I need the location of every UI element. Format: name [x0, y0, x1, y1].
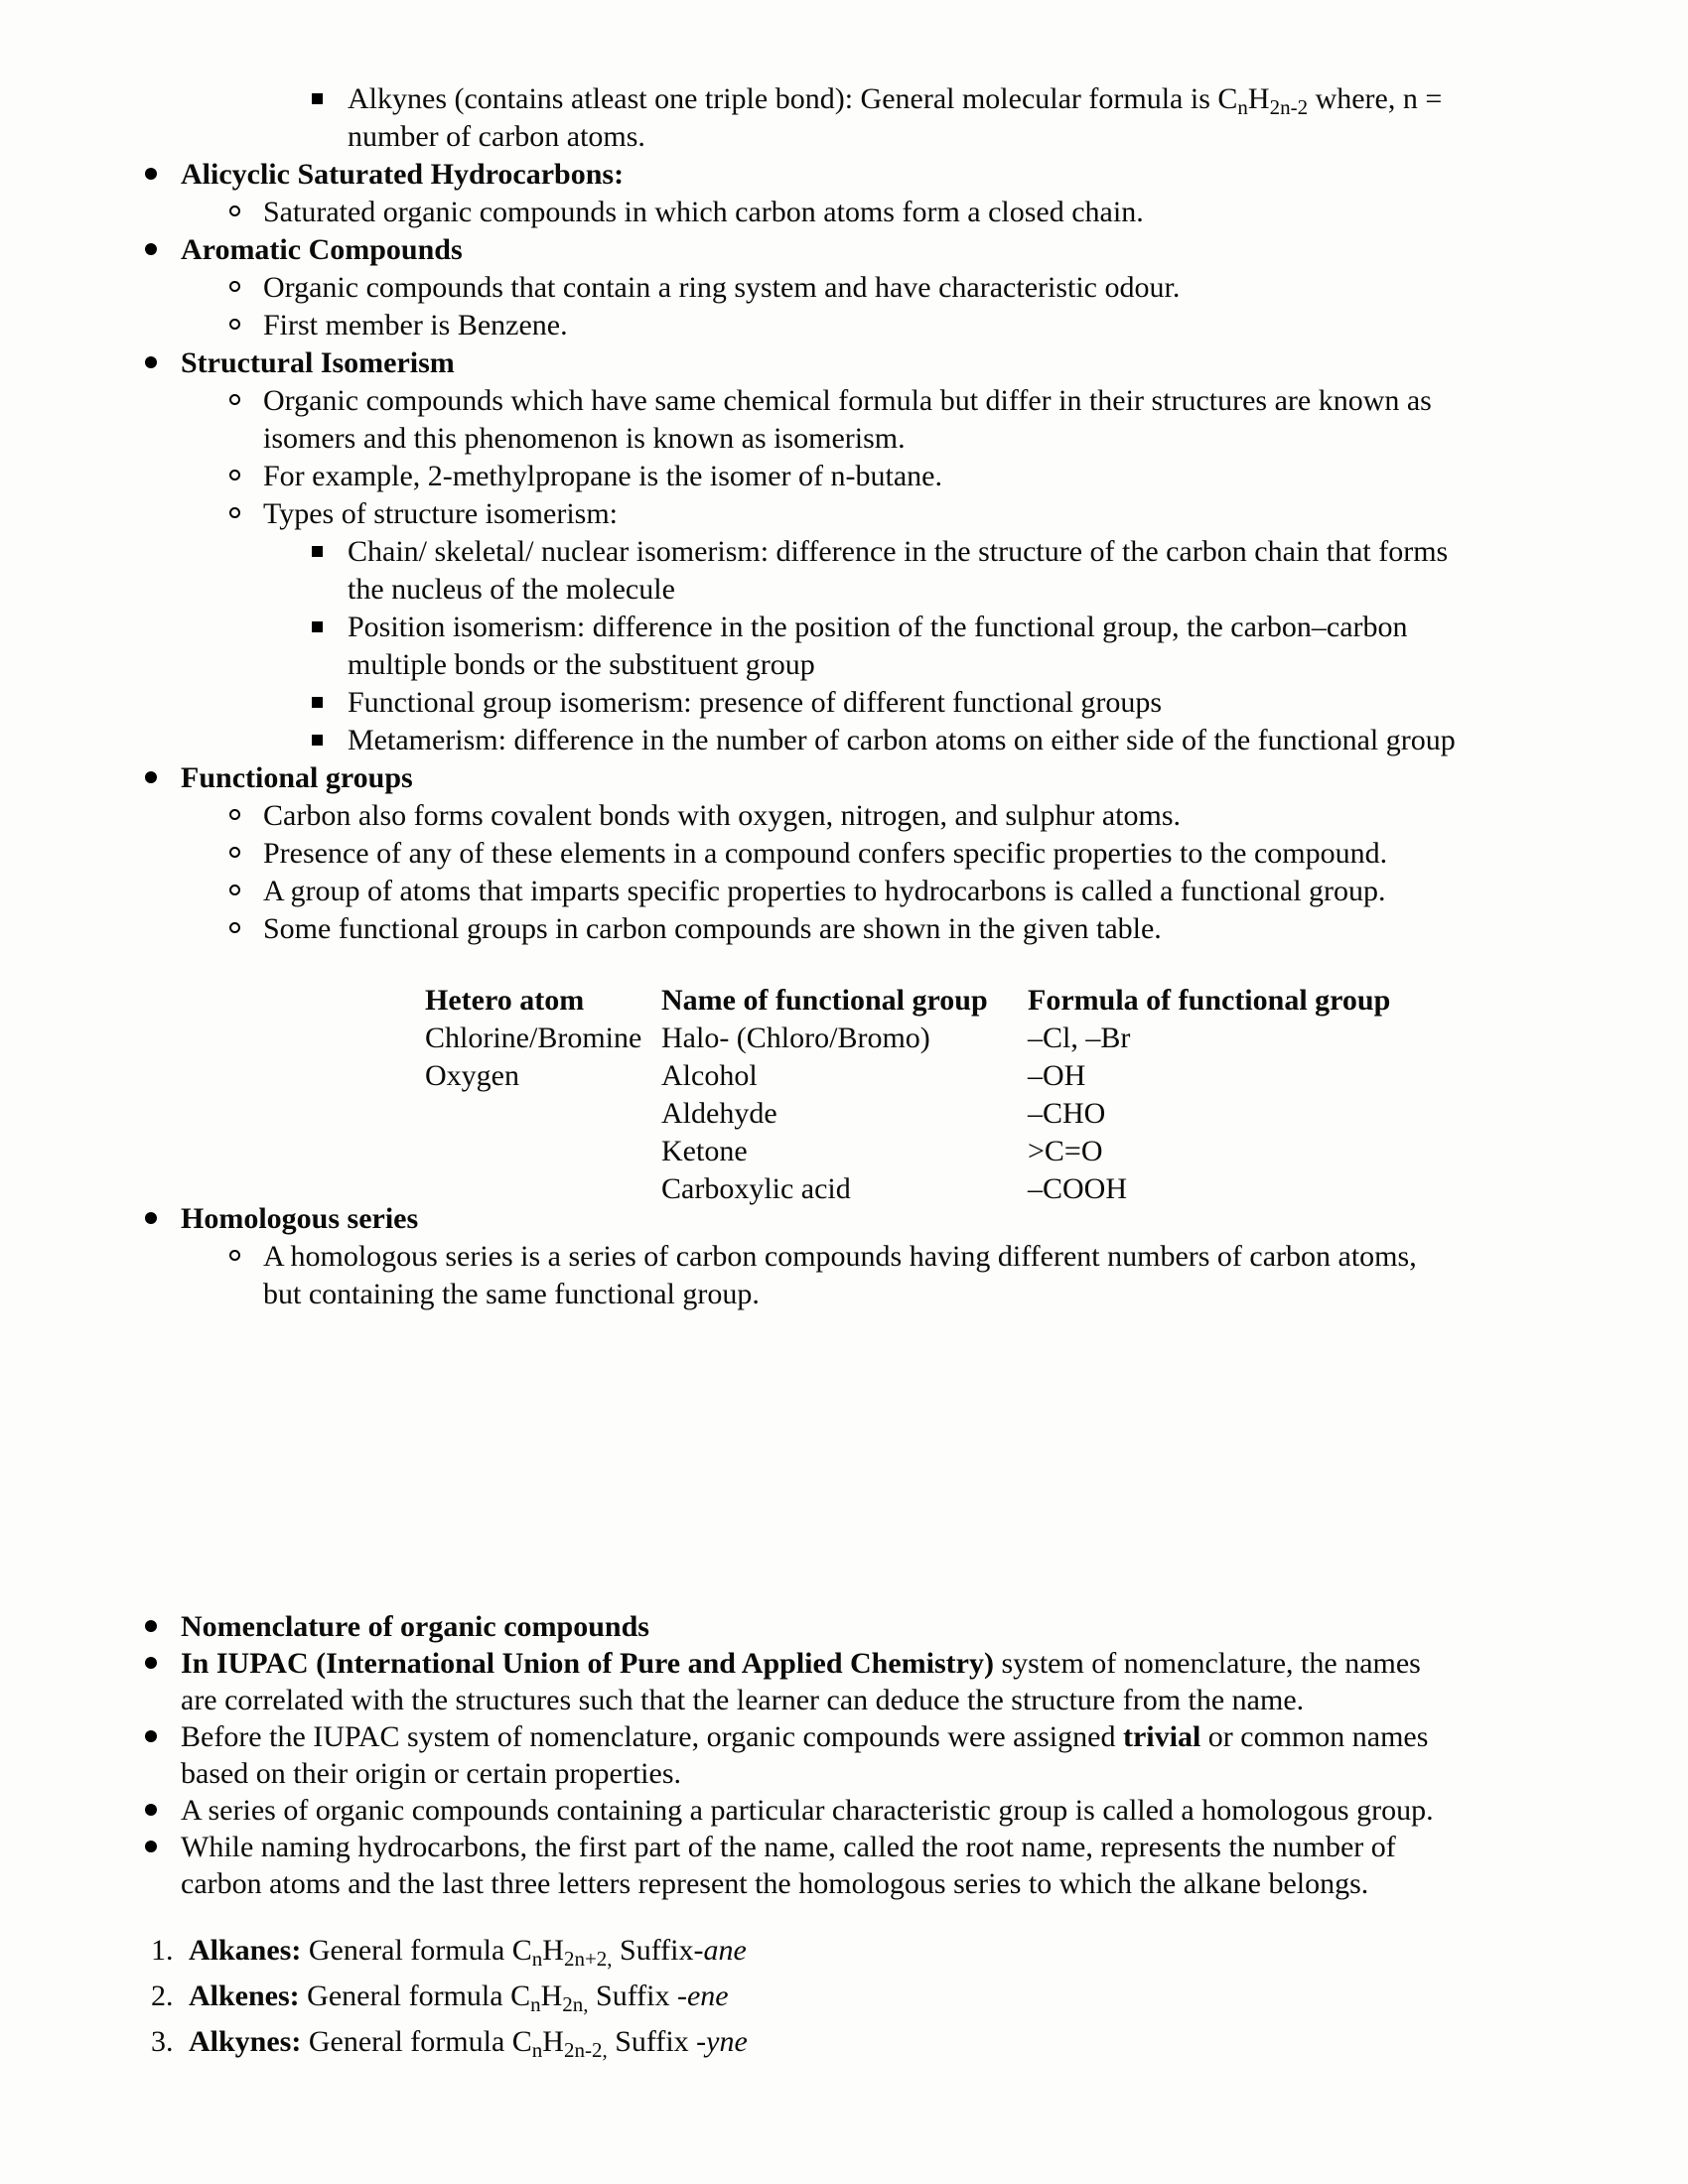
heading-nomenclature: Nomenclature of organic compounds	[0, 1608, 1688, 1645]
list-item: Presence of any of these elements in a compound confers specific properties to the compound.	[0, 835, 1688, 873]
section-hydrocarbons	[0, 80, 1688, 948]
col-header-hetero-atom: Hetero atom	[425, 984, 585, 1017]
list-item: Organic compounds that contain a ring system and have characteristic odour.	[0, 269, 1688, 307]
circle-bullet-icon	[229, 319, 240, 330]
cell-group-formula: –Cl, –Br	[1028, 1022, 1131, 1054]
numbered-item-alkenes: 2. Alkenes: General formula $C_nH_{2n,}$ Suffix -ene	[151, 1979, 729, 2016]
list-item-continuation: isomers and this phenomenon is known as isomerism.	[263, 422, 906, 455]
list-item: Chain/ skeletal/ nuclear isomerism: difference in the structure of the carbon chain that forms	[0, 533, 1688, 571]
list-item: Position isomerism: difference in the position of the functional group, the carbon–carbon	[0, 609, 1688, 646]
table-header-row	[425, 982, 1435, 1020]
square-bullet-icon	[312, 93, 323, 104]
circle-bullet-icon	[229, 470, 240, 480]
circle-bullet-icon	[229, 205, 240, 216]
item-number: 1.	[151, 1934, 174, 1967]
square-bullet-icon	[312, 735, 323, 746]
disc-bullet-icon	[145, 356, 157, 368]
cell-group-name: Alcohol	[661, 1059, 758, 1092]
col-header-functional-group-name: Name of functional group	[661, 984, 988, 1017]
list-item-continuation: number of carbon atoms.	[348, 120, 645, 153]
list-item: Some functional groups in carbon compounds are shown in the given table.	[0, 910, 1688, 948]
disc-bullet-icon	[145, 771, 157, 783]
heading-functional-groups: Functional groups	[0, 759, 1688, 797]
cell-group-name: Halo- (Chloro/Bromo)	[661, 1022, 930, 1054]
list-item-continuation: are correlated with the structures such that the learner can deduce the structure from the name.	[181, 1684, 1305, 1716]
formula-subscript: 2n-2	[1269, 95, 1309, 119]
list-item-continuation: the nucleus of the molecule	[348, 573, 675, 606]
circle-bullet-icon	[229, 394, 240, 405]
circle-bullet-icon	[229, 922, 240, 933]
list-item-trivial-names: Before the IUPAC system of nomenclature, organic compounds were assigned trivial or common names	[0, 1718, 1688, 1755]
square-bullet-icon	[312, 546, 323, 557]
numbered-item-alkanes: 1. Alkanes: General formula $C_nH_{2n+2,}$ Suffix-ane	[151, 1934, 747, 1971]
formula-subscript: 2n-2,	[563, 2038, 608, 2062]
list-item-naming: While naming hydrocarbons, the first part of the name, called the root name, represents the number of	[0, 1829, 1688, 1865]
disc-bullet-icon	[145, 1620, 157, 1632]
list-item: Metamerism: difference in the number of carbon atoms on either side of the functional group	[0, 722, 1688, 759]
circle-bullet-icon	[229, 281, 240, 292]
suffix-italic: ene	[686, 1979, 729, 2012]
list-item-iupac: In IUPAC (International Union of Pure and Applied Chemistry) system of nomenclature, the names	[0, 1645, 1688, 1682]
cell-group-formula: –CHO	[1028, 1097, 1106, 1130]
circle-bullet-icon	[229, 1250, 240, 1261]
square-bullet-icon	[312, 697, 323, 708]
list-item: Saturated organic compounds in which carbon atoms form a closed chain.	[0, 194, 1688, 231]
item-number: 2.	[151, 1979, 174, 2012]
cell-group-formula: >C=O	[1028, 1135, 1103, 1167]
circle-bullet-icon	[229, 809, 240, 820]
circle-bullet-icon	[229, 885, 240, 895]
cell-group-formula: –COOH	[1028, 1172, 1128, 1205]
functional-groups-table	[425, 982, 1435, 1208]
formula-subscript: n	[530, 1992, 541, 2016]
disc-bullet-icon	[145, 1730, 157, 1742]
heading-structural-isomerism: Structural Isomerism	[0, 344, 1688, 382]
square-bullet-icon	[312, 621, 323, 632]
section-suffix-list	[0, 1932, 1688, 2069]
cell-group-name: Carboxylic acid	[661, 1172, 851, 1205]
formula-subscript: n	[531, 1947, 543, 1971]
formula-subscript: n	[1237, 95, 1248, 119]
circle-bullet-icon	[229, 507, 240, 518]
list-item: Organic compounds which have same chemical formula but differ in their structures are known as	[0, 382, 1688, 420]
suffix-italic: ane	[703, 1934, 747, 1967]
item-number: 3.	[151, 2025, 174, 2058]
list-item-alkynes	[0, 80, 1688, 118]
disc-bullet-icon	[145, 1657, 157, 1669]
cell-group-formula: –OH	[1028, 1059, 1086, 1092]
molecular-formula-line: Alkynes (contains atleast one triple bond): General molecular formula is $C_nH_{2n-2}$ where, n =	[348, 82, 1443, 119]
table-row	[425, 1057, 1435, 1095]
cell-hetero-atom-oxygen: Oxygen	[425, 1059, 519, 1092]
list-item-continuation: carbon atoms and the last three letters represent the homologous series to which the alkane belongs.	[181, 1867, 1369, 1900]
disc-bullet-icon	[145, 168, 157, 180]
cell-group-name: Aldehyde	[661, 1097, 777, 1130]
section-homologous-series	[0, 1200, 1688, 1313]
suffix-italic: yne	[706, 2025, 748, 2058]
col-header-functional-group-formula: Formula of functional group	[1028, 984, 1391, 1017]
numbered-item-alkynes: 3. Alkynes: General formula $C_nH_{2n-2,}$ Suffix -yne	[151, 2025, 748, 2062]
table-row	[425, 1020, 1435, 1057]
list-item: For example, 2-methylpropane is the isomer of n-butane.	[0, 458, 1688, 495]
disc-bullet-icon	[145, 1212, 157, 1224]
heading-homologous-series: Homologous series	[0, 1200, 1688, 1238]
cell-group-name: Ketone	[661, 1135, 748, 1167]
formula-subscript: 2n,	[562, 1992, 589, 2016]
formula-subscript: 2n+2,	[563, 1947, 613, 1971]
disc-bullet-icon	[145, 1841, 157, 1852]
disc-bullet-icon	[145, 243, 157, 255]
list-item-homologous-group: A series of organic compounds containing a particular characteristic group is called a homologous group.	[0, 1792, 1688, 1829]
list-item: Carbon also forms covalent bonds with oxygen, nitrogen, and sulphur atoms.	[0, 797, 1688, 835]
disc-bullet-icon	[145, 1804, 157, 1816]
list-item-continuation: but containing the same functional group.	[263, 1278, 760, 1310]
list-item: Types of structure isomerism:	[0, 495, 1688, 533]
list-item: A homologous series is a series of carbon compounds having different numbers of carbon atoms,	[0, 1238, 1688, 1276]
section-nomenclature	[0, 1608, 1688, 1902]
list-item: A group of atoms that imparts specific properties to hydrocarbons is called a functional group.	[0, 873, 1688, 910]
list-item-continuation: multiple bonds or the substituent group	[348, 648, 815, 681]
list-item: First member is Benzene.	[0, 307, 1688, 344]
list-item: Functional group isomerism: presence of different functional groups	[0, 684, 1688, 722]
circle-bullet-icon	[229, 847, 240, 858]
heading-aromatic: Aromatic Compounds	[0, 231, 1688, 269]
cell-hetero-atom: Chlorine/Bromine	[425, 1022, 642, 1054]
heading-alicyclic: Alicyclic Saturated Hydrocarbons:	[0, 156, 1688, 194]
formula-subscript: n	[531, 2038, 543, 2062]
list-item-continuation: based on their origin or certain properties.	[181, 1757, 681, 1790]
